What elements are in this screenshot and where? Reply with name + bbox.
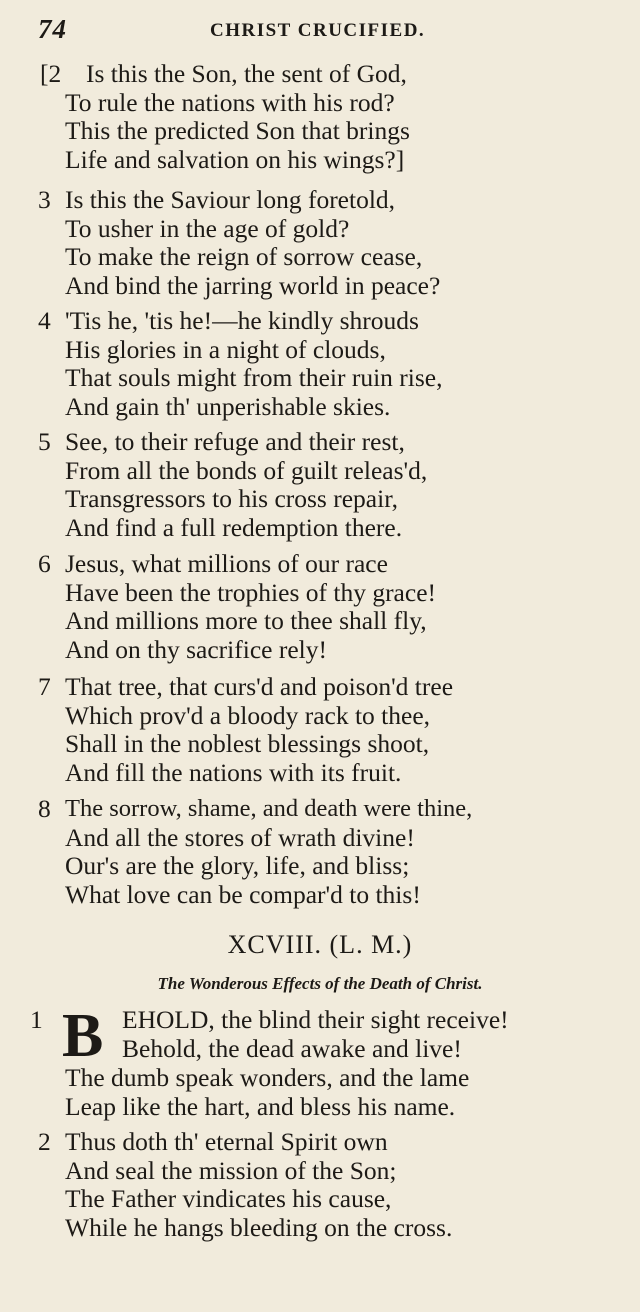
stanza-7 <box>38 673 638 787</box>
hymn-stanza-1-rest <box>38 1064 638 1121</box>
stanza-8 <box>38 795 638 909</box>
verse-line: And find a full redemption there. <box>65 512 403 542</box>
verse-line: Behold, the dead awake and live! <box>122 1034 462 1063</box>
stanza-number: 8 <box>38 794 51 823</box>
stanza-number: 6 <box>38 549 51 578</box>
hymn-title: XCVIII. (L. M.) <box>227 930 413 959</box>
verse-line: The Father vindicates his cause, <box>65 1184 392 1213</box>
verse-line: See, to their refuge and their rest, <box>65 427 405 456</box>
stanza-5 <box>38 428 638 542</box>
hymn-stanza-2 <box>38 1128 638 1242</box>
verse-line: To make the reign of sorrow cease, <box>65 242 423 271</box>
stanza-number: [2 <box>40 59 62 88</box>
stanza-number: 1 <box>30 1005 43 1034</box>
verse-line: And millions more to thee shall fly, <box>65 606 427 635</box>
stanza-6 <box>38 550 638 664</box>
stanza-3 <box>38 186 638 300</box>
verse-line: Is this the Saviour long foretold, <box>65 185 396 214</box>
drop-cap: B <box>62 1002 104 1070</box>
stanza-number: 7 <box>38 672 51 701</box>
hymn-subtitle: The Wonderous Effects of the Death of Christ. <box>157 974 483 993</box>
verse-line: And on thy sacrifice rely! <box>65 634 327 664</box>
stanza-4 <box>38 307 638 421</box>
verse-line: Thus doth th' eternal Spirit own <box>65 1127 388 1156</box>
verse-line: And all the stores of wrath divine! <box>65 822 415 852</box>
verse-line: To usher in the age of gold? <box>65 213 350 243</box>
verse-line: This the predicted Son that brings <box>65 116 410 145</box>
page-header <box>38 14 598 48</box>
verse-line: And bind the jarring world in peace? <box>65 270 441 300</box>
verse-line: 'Tis he, 'tis he!—he kindly shrouds <box>65 306 419 335</box>
stanza-number: 3 <box>38 185 51 214</box>
verse-line: Is this the Son, the sent of God, <box>86 59 407 88</box>
verse-line: Transgressors to his cross repair, <box>65 484 399 513</box>
stanza-2 <box>38 60 638 174</box>
verse-line: From all the bonds of guilt releas'd, <box>65 455 428 485</box>
verse-line: What love can be compar'd to this! <box>65 879 421 909</box>
stanza-number: 2 <box>38 1127 51 1156</box>
verse-line: The dumb speak wonders, and the lame <box>65 1063 470 1092</box>
running-title: CHRIST CRUCIFIED. <box>210 20 426 41</box>
verse-line: And gain th' unperishable skies. <box>65 391 391 421</box>
verse-line: His glories in a night of clouds, <box>65 334 386 364</box>
verse-line: Leap like the hart, and bless his name. <box>65 1091 456 1121</box>
verse-line: The sorrow, shame, and death were thine, <box>65 795 473 822</box>
verse-line: To rule the nations with his rod? <box>65 87 395 117</box>
verse-line: While he hangs bleeding on the cross. <box>65 1212 453 1242</box>
verse-line: Life and salvation on his wings?] <box>65 144 405 174</box>
verse-line: And fill the nations with its fruit. <box>65 757 402 787</box>
page-number: 74 <box>38 14 67 44</box>
verse-line: Our's are the glory, life, and bliss; <box>65 851 410 880</box>
verse-line: Which prov'd a bloody rack to thee, <box>65 700 431 730</box>
stanza-number: 4 <box>38 306 51 335</box>
verse-line: Shall in the noblest blessings shoot, <box>65 729 430 758</box>
verse-line: That tree, that curs'd and poison'd tree <box>65 672 454 701</box>
verse-line: Jesus, what millions of our race <box>65 549 388 578</box>
verse-line: EHOLD, the blind their sight receive! <box>122 1005 509 1034</box>
stanza-number: 5 <box>38 427 51 456</box>
verse-line: Have been the trophies of thy grace! <box>65 577 437 607</box>
verse-line: That souls might from their ruin rise, <box>65 363 443 392</box>
verse-line: And seal the mission of the Son; <box>65 1155 397 1185</box>
